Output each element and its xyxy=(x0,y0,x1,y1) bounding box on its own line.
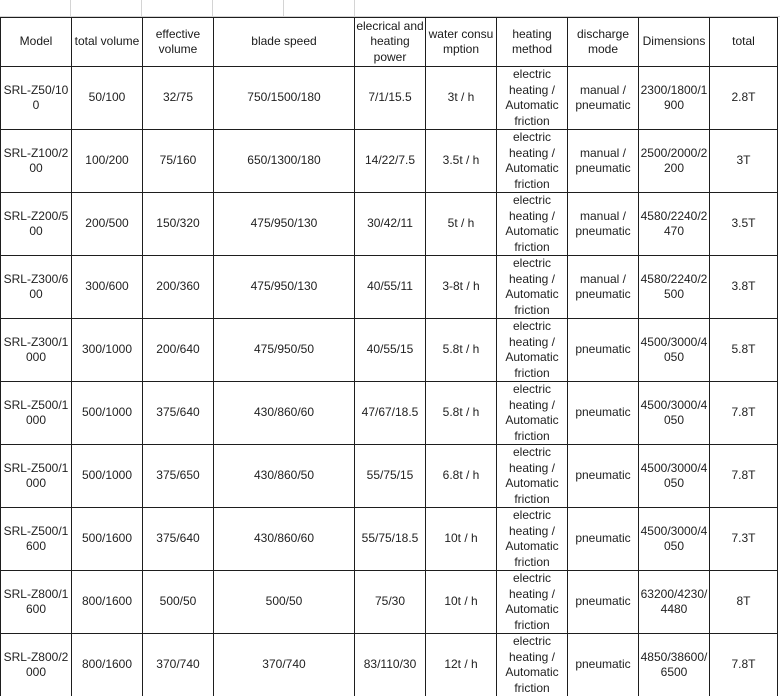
cell-total-volume[interactable]: 500/1000 xyxy=(72,382,143,445)
cell-dimensions[interactable] xyxy=(639,508,710,571)
table-row xyxy=(1,319,778,382)
cell-discharge-mode[interactable]: manual / pneumatic xyxy=(568,130,639,193)
strip-cell xyxy=(0,0,71,17)
header-cell-heating-method[interactable]: heating method xyxy=(497,18,568,67)
cell-dimensions-text: 4500/3000/4050 xyxy=(640,397,708,427)
cell-power[interactable]: 30/42/11 xyxy=(355,193,426,256)
header-water-text: water consumption xyxy=(428,26,494,56)
cell-total[interactable]: 7.8T xyxy=(710,634,778,696)
cell-model-text: SRL-Z500/1000 xyxy=(3,397,69,427)
cell-effective-volume[interactable]: 370/740 xyxy=(143,634,214,696)
cell-total-volume[interactable]: 800/1600 xyxy=(72,634,143,696)
cell-total[interactable]: 3.5T xyxy=(710,193,778,256)
cell-dimensions-text: 4500/3000/4050 xyxy=(640,334,708,364)
cell-dimensions-text: 4580/2240/2470 xyxy=(640,208,708,238)
strip-cell xyxy=(213,0,284,17)
cell-model-text: SRL-Z200/500 xyxy=(3,208,69,238)
cell-water[interactable]: 12t / h xyxy=(426,634,497,696)
cell-model-text: SRL-Z100/200 xyxy=(3,145,69,175)
cell-total-volume[interactable]: 500/1000 xyxy=(72,445,143,508)
cell-water[interactable]: 3.5t / h xyxy=(426,130,497,193)
cell-total-volume[interactable]: 800/1600 xyxy=(72,571,143,634)
header-cell-model[interactable]: Model xyxy=(1,18,72,67)
cell-heating-method[interactable]: electric heating / Automatic friction xyxy=(497,634,568,696)
cell-dimensions[interactable] xyxy=(639,634,710,696)
table-row xyxy=(1,256,778,319)
cell-model-text: SRL-Z800/2000 xyxy=(3,649,69,679)
cell-discharge-mode[interactable]: pneumatic xyxy=(568,634,639,696)
cell-blade-speed[interactable]: 475/950/130 xyxy=(214,256,355,319)
cell-effective-volume[interactable]: 200/640 xyxy=(143,319,214,382)
cell-total-volume[interactable]: 300/600 xyxy=(72,256,143,319)
cell-water[interactable]: 10t / h xyxy=(426,508,497,571)
cell-dimensions-text: 2300/1800/1900 xyxy=(640,82,708,112)
cell-blade-speed[interactable]: 370/740 xyxy=(214,634,355,696)
cell-dimensions[interactable] xyxy=(639,193,710,256)
cell-model-text: SRL-Z300/1000 xyxy=(3,334,69,364)
cell-effective-volume[interactable]: 150/320 xyxy=(143,193,214,256)
cell-power[interactable]: 75/30 xyxy=(355,571,426,634)
cell-model[interactable] xyxy=(1,319,72,382)
cell-dimensions-text: 4500/3000/4050 xyxy=(640,523,708,553)
cell-total[interactable]: 3T xyxy=(710,130,778,193)
cell-water[interactable]: 5t / h xyxy=(426,193,497,256)
cell-power[interactable]: 14/22/7.5 xyxy=(355,130,426,193)
cell-model[interactable] xyxy=(1,193,72,256)
cell-total[interactable]: 7.8T xyxy=(710,382,778,445)
cell-total-volume[interactable]: 200/500 xyxy=(72,193,143,256)
header-cell-blade-speed[interactable]: blade speed xyxy=(214,18,355,67)
cell-model[interactable] xyxy=(1,508,72,571)
cell-dimensions[interactable] xyxy=(639,382,710,445)
cell-effective-volume[interactable]: 375/640 xyxy=(143,508,214,571)
cell-power[interactable]: 55/75/15 xyxy=(355,445,426,508)
cell-model[interactable] xyxy=(1,67,72,130)
cell-total-volume[interactable]: 100/200 xyxy=(72,130,143,193)
cell-discharge-mode[interactable]: manual / pneumatic xyxy=(568,256,639,319)
cell-effective-volume[interactable]: 75/160 xyxy=(143,130,214,193)
strip-cell xyxy=(355,0,780,17)
cell-blade-speed[interactable]: 650/1300/180 xyxy=(214,130,355,193)
cell-power[interactable]: 7/1/15.5 xyxy=(355,67,426,130)
cell-total[interactable]: 7.8T xyxy=(710,445,778,508)
cell-total[interactable]: 2.8T xyxy=(710,67,778,130)
cell-effective-volume[interactable]: 375/640 xyxy=(143,382,214,445)
cell-model[interactable] xyxy=(1,445,72,508)
cell-power[interactable]: 83/110/30 xyxy=(355,634,426,696)
cell-dimensions-text: 63200/4230/4480 xyxy=(640,586,708,616)
cell-dimensions-text: 2500/2000/2200 xyxy=(640,145,708,175)
header-cell-total[interactable]: total xyxy=(710,18,778,67)
header-dimensions-text: Dimensions xyxy=(642,34,706,49)
cell-model-text: SRL-Z800/1600 xyxy=(3,586,69,616)
cell-dimensions[interactable] xyxy=(639,67,710,130)
cell-discharge-mode[interactable]: pneumatic xyxy=(568,508,639,571)
cell-discharge-mode[interactable]: pneumatic xyxy=(568,571,639,634)
cell-discharge-mode[interactable]: pneumatic xyxy=(568,382,639,445)
header-cell-discharge-mode[interactable]: discharge mode xyxy=(568,18,639,67)
cell-effective-volume[interactable]: 375/650 xyxy=(143,445,214,508)
cell-heating-method[interactable]: electric heating / Automatic friction xyxy=(497,319,568,382)
header-row xyxy=(1,18,778,67)
header-cell-dimensions[interactable] xyxy=(639,18,710,67)
cell-total-volume[interactable]: 500/1600 xyxy=(72,508,143,571)
cell-model-text: SRL-Z500/1000 xyxy=(3,460,69,490)
cell-dimensions[interactable] xyxy=(639,445,710,508)
cell-discharge-mode[interactable]: pneumatic xyxy=(568,445,639,508)
cell-blade-speed[interactable]: 475/950/50 xyxy=(214,319,355,382)
strip-cell xyxy=(284,0,355,17)
cell-effective-volume[interactable]: 200/360 xyxy=(143,256,214,319)
cell-blade-speed[interactable]: 475/950/130 xyxy=(214,193,355,256)
cell-discharge-mode[interactable]: manual / pneumatic xyxy=(568,67,639,130)
cell-heating-method[interactable]: electric heating / Automatic friction xyxy=(497,256,568,319)
cell-blade-speed[interactable]: 430/860/60 xyxy=(214,382,355,445)
table-row xyxy=(1,382,778,445)
table-row xyxy=(1,130,778,193)
table-row xyxy=(1,571,778,634)
cell-heating-method[interactable]: electric heating / Automatic friction xyxy=(497,571,568,634)
cell-model[interactable] xyxy=(1,130,72,193)
header-cell-power[interactable]: elecrical and heating power xyxy=(355,18,426,67)
cell-dimensions[interactable] xyxy=(639,571,710,634)
top-gridline-strip xyxy=(0,0,780,17)
cell-heating-method[interactable]: electric heating / Automatic friction xyxy=(497,382,568,445)
cell-water[interactable]: 5.8t / h xyxy=(426,319,497,382)
header-cell-water[interactable] xyxy=(426,18,497,67)
strip-cell xyxy=(71,0,142,17)
table-row xyxy=(1,67,778,130)
cell-dimensions-text: 4580/2240/2500 xyxy=(640,271,708,301)
cell-discharge-mode[interactable]: manual / pneumatic xyxy=(568,193,639,256)
header-cell-total-volume[interactable]: total volume xyxy=(72,18,143,67)
cell-total[interactable]: 3.8T xyxy=(710,256,778,319)
cell-dimensions[interactable] xyxy=(639,130,710,193)
table-row xyxy=(1,634,778,696)
cell-blade-speed[interactable]: 500/50 xyxy=(214,571,355,634)
cell-blade-speed[interactable]: 750/1500/180 xyxy=(214,67,355,130)
cell-model-text: SRL-Z500/1600 xyxy=(3,523,69,553)
cell-water[interactable]: 5.8t / h xyxy=(426,382,497,445)
table-row xyxy=(1,508,778,571)
cell-model-text: SRL-Z300/600 xyxy=(3,271,69,301)
cell-dimensions[interactable] xyxy=(639,319,710,382)
strip-cell xyxy=(142,0,213,17)
cell-total-volume[interactable]: 50/100 xyxy=(72,67,143,130)
cell-model[interactable] xyxy=(1,256,72,319)
cell-power[interactable]: 40/55/15 xyxy=(355,319,426,382)
cell-discharge-mode[interactable]: pneumatic xyxy=(568,319,639,382)
cell-effective-volume[interactable]: 32/75 xyxy=(143,67,214,130)
cell-model[interactable] xyxy=(1,634,72,696)
cell-total[interactable]: 7.3T xyxy=(710,508,778,571)
cell-water[interactable]: 10t / h xyxy=(426,571,497,634)
cell-power[interactable]: 40/55/11 xyxy=(355,256,426,319)
header-cell-effective-volume[interactable]: effective volume xyxy=(143,18,214,67)
table-row xyxy=(1,193,778,256)
cell-total-volume[interactable]: 300/1000 xyxy=(72,319,143,382)
cell-dimensions[interactable] xyxy=(639,256,710,319)
table-row xyxy=(1,445,778,508)
cell-dimensions-text: 4500/3000/4050 xyxy=(640,460,708,490)
cell-power[interactable]: 55/75/18.5 xyxy=(355,508,426,571)
cell-water[interactable]: 3t / h xyxy=(426,67,497,130)
cell-water[interactable]: 6.8t / h xyxy=(426,445,497,508)
cell-heating-method[interactable]: electric heating / Automatic friction xyxy=(497,445,568,508)
cell-heating-method[interactable]: electric heating / Automatic friction xyxy=(497,193,568,256)
cell-total[interactable]: 8T xyxy=(710,571,778,634)
cell-blade-speed[interactable]: 430/860/60 xyxy=(214,508,355,571)
cell-heating-method[interactable]: electric heating / Automatic friction xyxy=(497,67,568,130)
cell-model[interactable] xyxy=(1,571,72,634)
table-body xyxy=(1,67,778,696)
cell-model[interactable] xyxy=(1,382,72,445)
cell-power[interactable]: 47/67/18.5 xyxy=(355,382,426,445)
cell-total[interactable]: 5.8T xyxy=(710,319,778,382)
cell-heating-method[interactable]: electric heating / Automatic friction xyxy=(497,508,568,571)
cell-water[interactable]: 3-8t / h xyxy=(426,256,497,319)
cell-heating-method[interactable]: electric heating / Automatic friction xyxy=(497,130,568,193)
spec-table xyxy=(0,17,778,696)
cell-model-text: SRL-Z50/100 xyxy=(3,82,69,112)
cell-blade-speed[interactable]: 430/860/50 xyxy=(214,445,355,508)
cell-dimensions-text: 4850/38600/6500 xyxy=(640,649,708,679)
cell-effective-volume[interactable]: 500/50 xyxy=(143,571,214,634)
